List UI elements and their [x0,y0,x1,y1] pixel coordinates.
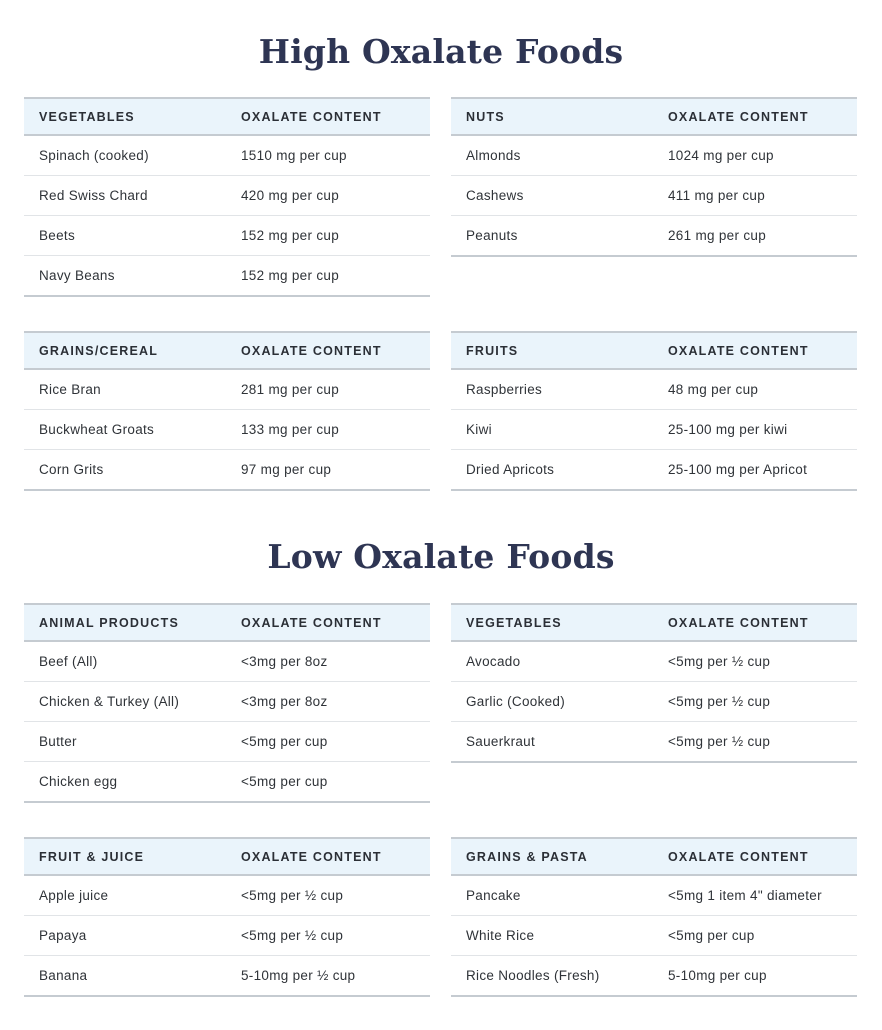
food-cell: Peanuts [466,228,518,243]
category-header: FRUIT & JUICE [39,849,145,864]
food-cell: Red Swiss Chard [39,188,148,203]
table-row [24,916,430,956]
table-header [24,603,430,642]
food-cell: Cashews [466,188,524,203]
table-high-nuts [451,97,857,257]
table-high-vegetables [24,97,430,297]
table-high-grains-cereal [24,331,430,491]
table-row [24,876,430,916]
food-cell: Raspberries [466,382,543,397]
content-cell: <3mg per 8oz [241,654,328,669]
food-cell: Beef (All) [39,654,98,669]
content-header: OXALATE CONTENT [668,849,809,864]
table-low-animal-products [24,603,430,803]
content-cell: <5mg per ½ cup [241,888,344,903]
content-header: OXALATE CONTENT [668,615,809,630]
table-low-fruit-juice [24,837,430,997]
food-cell: Buckwheat Groats [39,422,155,437]
food-cell: Papaya [39,928,87,943]
content-cell: 261 mg per cup [668,228,767,243]
table-high-fruits [451,331,857,491]
table-row [24,370,430,410]
content-cell: 1024 mg per cup [668,148,774,163]
content-cell: <5mg per ½ cup [668,654,771,669]
food-cell: Navy Beans [39,268,115,283]
content-header: OXALATE CONTENT [668,109,809,124]
content-cell: 420 mg per cup [241,188,340,203]
table-header [451,331,857,370]
content-cell: <5mg per cup [241,734,328,749]
table-row [24,216,430,256]
table-row [24,642,430,682]
category-header: ANIMAL PRODUCTS [39,615,179,630]
content-header: OXALATE CONTENT [241,849,382,864]
table-row [24,256,430,297]
food-cell: White Rice [466,928,535,943]
table-low-vegetables [451,603,857,763]
table-row [24,176,430,216]
content-cell: <5mg per ½ cup [668,694,771,709]
table-row [451,136,857,176]
table-row [451,642,857,682]
table-row [451,370,857,410]
table-header [24,331,430,370]
table-row [24,722,430,762]
category-header: VEGETABLES [466,615,562,630]
section-title-low: Low Oxalate Foods [267,537,615,576]
category-header: NUTS [466,109,505,124]
food-cell: Dried Apricots [466,462,555,477]
content-cell: 97 mg per cup [241,462,332,477]
category-header: VEGETABLES [39,109,135,124]
category-header: GRAINS/CEREAL [39,343,159,358]
content-cell: <5mg 1 item 4" diameter [668,888,822,903]
table-header [451,97,857,136]
food-cell: Banana [39,968,88,983]
table-row [451,916,857,956]
table-row [451,450,857,491]
table-row [451,176,857,216]
table-row [451,956,857,997]
table-row [24,136,430,176]
food-cell: Chicken egg [39,774,118,789]
section-title-high: High Oxalate Foods [258,32,624,71]
category-header: GRAINS & PASTA [466,849,588,864]
content-cell: <5mg per cup [241,774,328,789]
food-cell: Corn Grits [39,462,104,477]
content-cell: 25-100 mg per Apricot [668,462,808,477]
food-cell: Beets [39,228,76,243]
food-cell: Avocado [466,654,521,669]
table-row [24,956,430,997]
content-cell: 25-100 mg per kiwi [668,422,788,437]
food-cell: Apple juice [39,888,109,903]
content-header: OXALATE CONTENT [241,109,382,124]
content-header: OXALATE CONTENT [668,343,809,358]
content-cell: <5mg per ½ cup [668,734,771,749]
table-row [451,682,857,722]
content-header: OXALATE CONTENT [241,615,382,630]
content-cell: <5mg per cup [668,928,755,943]
table-row [451,876,857,916]
content-cell: 48 mg per cup [668,382,759,397]
content-cell: 411 mg per cup [668,188,766,203]
food-cell: Rice Bran [39,382,101,397]
content-cell: 152 mg per cup [241,268,340,283]
food-cell: Kiwi [466,422,492,437]
table-row [451,722,857,763]
table-header [451,837,857,876]
food-cell: Butter [39,734,77,749]
content-cell: <5mg per ½ cup [241,928,344,943]
content-cell: 133 mg per cup [241,422,340,437]
food-cell: Rice Noodles (Fresh) [466,968,600,983]
table-header [451,603,857,642]
food-cell: Pancake [466,888,521,903]
table-row [451,410,857,450]
table-row [24,682,430,722]
table-low-grains-pasta [451,837,857,997]
content-cell: 5-10mg per ½ cup [241,968,356,983]
table-row [24,450,430,491]
content-cell: 152 mg per cup [241,228,340,243]
content-cell: <3mg per 8oz [241,694,328,709]
table-header [24,837,430,876]
food-cell: Chicken & Turkey (All) [39,694,180,709]
category-header: FRUITS [466,343,519,358]
table-row [451,216,857,257]
food-cell: Almonds [466,148,521,163]
content-header: OXALATE CONTENT [241,343,382,358]
content-cell: 1510 mg per cup [241,148,347,163]
content-cell: 281 mg per cup [241,382,340,397]
food-cell: Garlic (Cooked) [466,694,566,709]
table-header [24,97,430,136]
content-cell: 5-10mg per cup [668,968,767,983]
table-row [24,410,430,450]
food-cell: Sauerkraut [466,734,536,749]
table-row [24,762,430,803]
food-cell: Spinach (cooked) [39,148,149,163]
